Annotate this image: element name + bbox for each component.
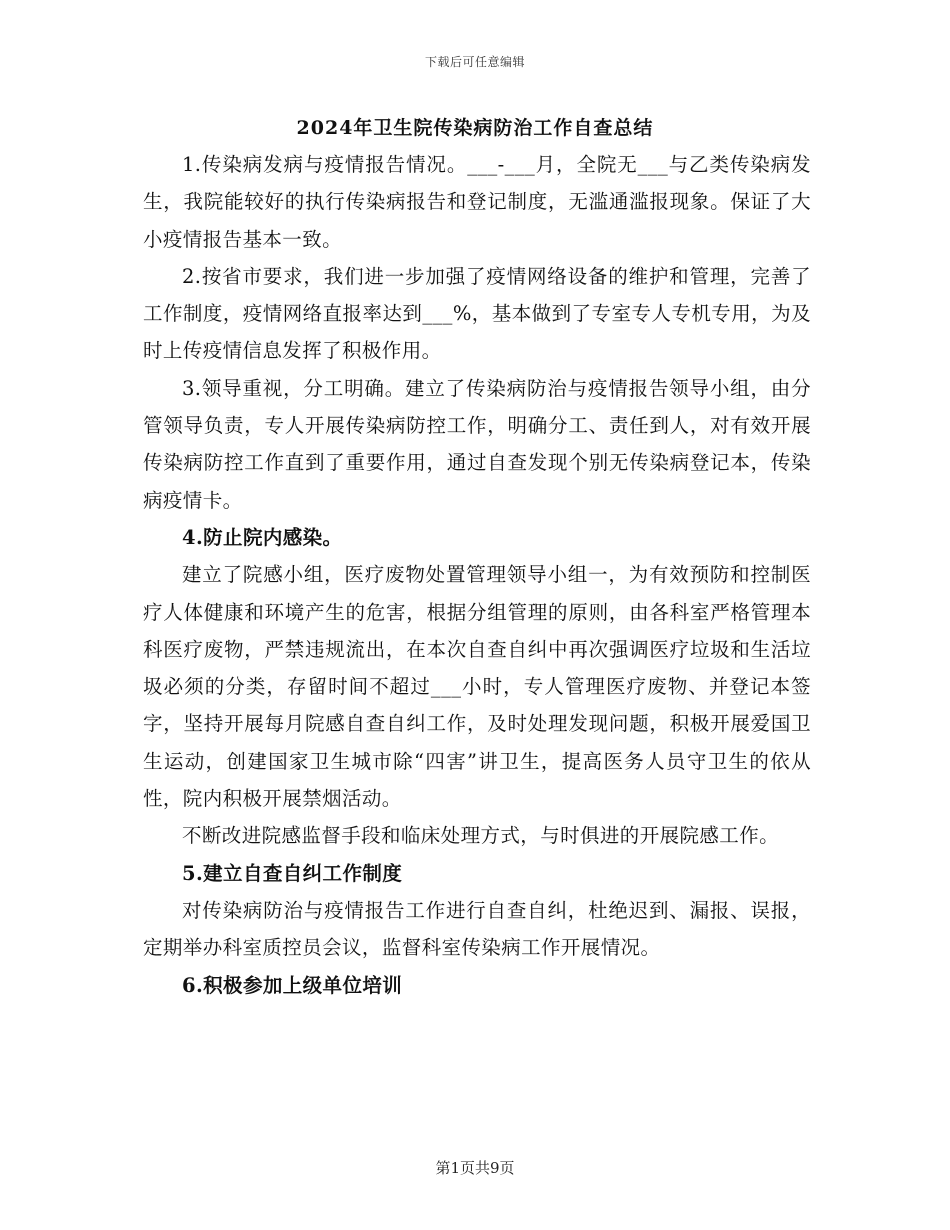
header-note: 下载后可任意编辑 (424, 55, 525, 69)
document-body (143, 146, 811, 1004)
section-heading-training: 6.积极参加上级单位培训 (182, 973, 403, 997)
paragraph-3-leadership: 3.领导重视，分工明确。建立了传染病防治与疫情报告领导小组，由分管领导负责，专人开展传染病防控工作，明确分工、责任到人，对有效开展传染病防控工作直到了重要作用，通过自查发现个别无传染病登记本，传染病疫情卡。 (143, 376, 811, 512)
section-heading-infection: 4.防止院内感染。 (182, 525, 343, 549)
paragraph-2-network: 2.按省市要求，我们进一步加强了疫情网络设备的维护和管理，完善了工作制度，疫情网络直报率达到___%，基本做到了专室专人专机专用，为及时上传疫情信息发挥了积极作用。 (143, 264, 811, 363)
document-title: 2024年卫生院传染病防治工作自查总结 (296, 117, 654, 139)
paragraph-infection-improve: 不断改进院感监督手段和临床处理方式，与时俱进的开展院感工作。 (182, 824, 780, 848)
paragraph-infection-group: 建立了院感小组，医疗废物处置管理领导小组一，为有效预防和控制医疗人体健康和环境产生的危害，根据分组管理的原则，由各科室严格管理本科医疗废物，严禁违规流出，在本次自查自纠中再次强调医疗垃圾和生活垃圾必须的分类，存留时间不超过___小时，专人管理医疗废物、并登记本签字，坚持开展每月院感自查自纠工作，及时处理发现问题，积极开展爱国卫生运动，创建国家卫生城市除“四害”讲卫生，提高医务人员守卫生的依从性，院内积极开展禁烟活动。 (143, 563, 811, 811)
section-heading-self-check: 5.建立自查自纠工作制度 (182, 861, 403, 885)
page-footer: 第1页共9页 (435, 1159, 515, 1177)
paragraph-1-report-status: 1.传染病发病与疫情报告情况。___-___月，全院无___与乙类传染病发生，我院能较好的执行传染病报告和登记制度，无滥通滥报现象。保证了大小疫情报告基本一致。 (143, 153, 811, 251)
paragraph-self-check: 对传染病防治与疫情报告工作进行自查自纠，杜绝迟到、漏报、误报，定期举办科室质控员会议，监督科室传染病工作开展情况。 (143, 898, 811, 960)
